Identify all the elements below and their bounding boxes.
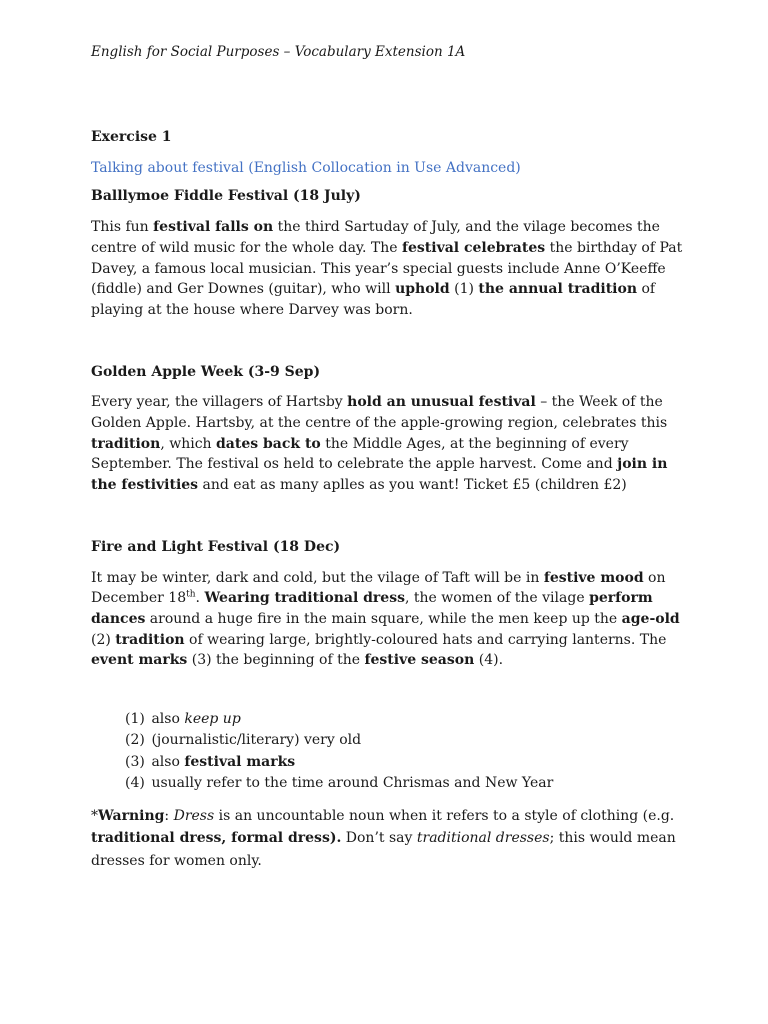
text-run: the Middle Ages, at the beginning of every September. The festival os held to celebrate the apple harvest. Come and <box>91 435 629 473</box>
text-run: – the Week of the Golden Apple. Hartsby, at the centre of the apple-growing region, celebrates this <box>91 394 668 432</box>
footnotes-list <box>125 709 683 795</box>
text-run: (2) <box>91 631 116 648</box>
text-run: the third Sartuday of July, and the vilage becomes the centre of wild music for the whole day. The <box>91 219 660 256</box>
festival-paragraph-3 <box>91 568 683 672</box>
footnote-number: (4) <box>125 775 145 792</box>
footnote-item <box>125 752 683 773</box>
page-header: English for Social Purposes – Vocabulary Extension 1A <box>91 44 466 60</box>
festival-paragraph-2 <box>91 392 683 496</box>
bold-collocation: age-old <box>621 610 680 627</box>
document-body <box>91 127 683 872</box>
footnote-item <box>125 730 683 751</box>
bold-collocation: festival celebrates <box>401 239 546 256</box>
text-run: Every year, the villagers of Hartsby <box>91 394 348 411</box>
text-run: . <box>195 590 205 607</box>
footnote-item <box>125 773 683 794</box>
exercise-subtitle: Talking about festival (English Collocation in Use Advanced) <box>91 159 521 176</box>
text-run: on December 18 <box>91 569 666 607</box>
italic-text: traditional dresses <box>416 830 550 847</box>
text-run: ; this would mean dresses for women only. <box>91 830 676 869</box>
footnote-number: (1) <box>125 711 145 728</box>
text-run: also <box>151 711 185 728</box>
exercise-title: Exercise 1 <box>91 129 172 145</box>
bold-collocation: perform dances <box>91 590 653 627</box>
bold-collocation: join in the festivities <box>91 456 668 494</box>
festival-title-3: Fire and Light Festival (18 Dec) <box>91 538 341 555</box>
bold-collocation: the annual tradition <box>478 281 638 298</box>
festival-title-1: Balllymoe Fiddle Festival (18 July) <box>91 188 361 205</box>
footnote-item <box>125 709 683 730</box>
footnote-number: (3) <box>125 753 145 770</box>
text-run: of playing at the house where Darvey was born. <box>91 281 656 318</box>
bold-collocation: Wearing traditional dress <box>204 590 405 607</box>
bold-collocation: uphold <box>395 281 450 298</box>
bold-collocation: dates back to <box>216 435 321 452</box>
text-run: and eat as many aplles as you want! Ticket £5 (children £2) <box>198 477 627 494</box>
bold-collocation: festival falls on <box>153 219 274 236</box>
bold-collocation: festive season <box>364 652 475 669</box>
bold-collocation: hold an unusual festival <box>347 394 536 411</box>
text-run: , the women of the vilage <box>404 590 590 607</box>
bold-collocation: event marks <box>91 652 188 669</box>
text-run: usually refer to the time around Chrismas and New Year <box>151 775 554 792</box>
footnote-text <box>151 732 361 748</box>
text-run: It may be winter, dark and cold, but the vilage of Taft will be in <box>91 569 544 586</box>
text-run: : <box>164 807 174 824</box>
text-run: also <box>151 753 185 770</box>
text-run: This fun <box>91 219 154 236</box>
text-run: , which <box>160 435 217 452</box>
text-run: the birthday of Pat Davey, a famous local musician. This year’s special guests include Anne O’Keeffe (fiddle) and Ger Downes (guitar), who will <box>91 239 683 298</box>
bold-collocation: Warning <box>98 807 165 824</box>
festival-title-2: Golden Apple Week (3-9 Sep) <box>91 363 321 380</box>
text-run: (4). <box>474 652 504 669</box>
italic-text: keep up <box>184 711 241 728</box>
text-run: Don’t say <box>341 830 417 847</box>
footnote-text <box>151 711 240 727</box>
footnote-number: (2) <box>125 732 145 749</box>
text-run: (3) the beginning of the <box>187 652 365 669</box>
bold-collocation: festival marks <box>184 753 296 770</box>
text-run: (1) <box>449 281 479 298</box>
text-run: around a huge fire in the main square, while the men keep up the <box>145 610 622 627</box>
text-run: (journalistic/literary) very old <box>151 732 362 749</box>
text-run: th <box>186 589 196 600</box>
bold-collocation: tradition <box>115 631 185 648</box>
italic-text: Dress <box>173 807 215 824</box>
warning-note <box>91 805 683 873</box>
text-run: * <box>91 807 98 824</box>
bold-collocation: festive mood <box>543 569 644 586</box>
festival-paragraph-1 <box>91 217 683 321</box>
footnote-text <box>151 775 553 791</box>
bold-collocation: traditional dress, formal dress). <box>91 830 342 847</box>
text-run: is an uncountable noun when it refers to a style of clothing (e.g. <box>214 807 675 824</box>
footnote-text <box>151 754 295 770</box>
bold-collocation: tradition <box>91 435 161 452</box>
text-run: of wearing large, brightly-coloured hats and carrying lanterns. The <box>184 631 667 648</box>
